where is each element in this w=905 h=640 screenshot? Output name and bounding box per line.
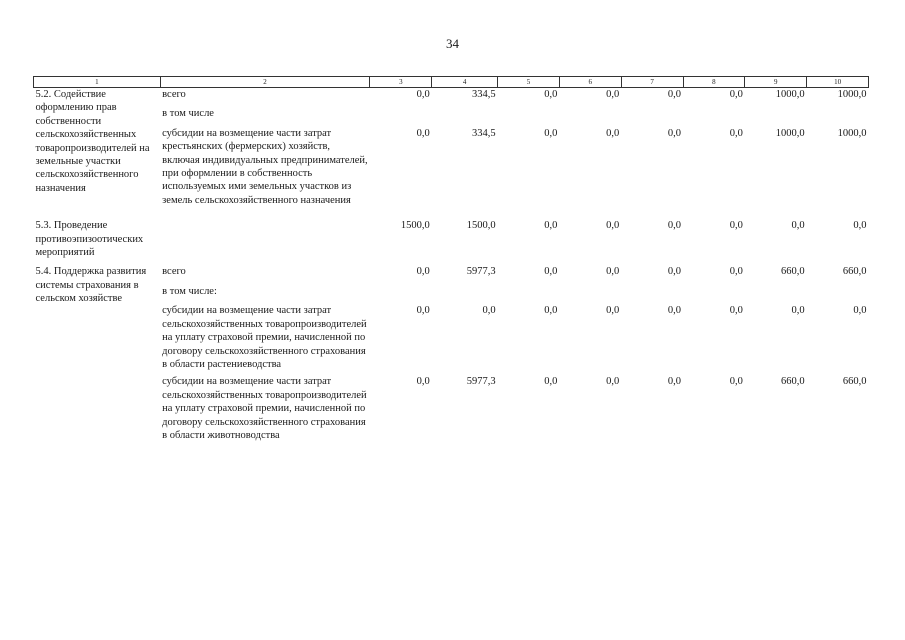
column-header: 2 — [160, 77, 370, 88]
column-header: 10 — [807, 77, 869, 88]
sub-label: всего — [162, 266, 186, 278]
value-cell: 0,0 — [667, 89, 682, 100]
value-cell: 0,0 — [482, 305, 496, 317]
value-cell: 0,0 — [416, 127, 430, 139]
value-cell: 334,5 — [471, 89, 496, 100]
column-header: 9 — [745, 77, 807, 88]
value-cell: 1000,0 — [837, 89, 867, 100]
value-cell: 660,0 — [781, 266, 805, 278]
budget-table — [33, 76, 869, 442]
sub-label: субсидии на возмещение части затрат сельскохозяйственных товаропроизводителей на уплату страховой премии, начисленной по договору сельскохозяйственного страхования в области животноводства — [162, 376, 367, 441]
value-cell: 5977,3 — [466, 376, 496, 388]
page-number: 34 — [446, 36, 459, 51]
value-cell: 0,0 — [667, 127, 682, 139]
table-row — [34, 88, 869, 102]
value-cell: 0,0 — [729, 89, 743, 100]
value-cell: 1000,0 — [837, 127, 867, 139]
value-cell: 0,0 — [416, 266, 430, 278]
value-cell: 0,0 — [606, 89, 620, 100]
value-cell: 0,0 — [544, 127, 558, 139]
value-cell: 5977,3 — [466, 266, 496, 278]
value-cell: 0,0 — [606, 220, 620, 232]
value-cell: 0,0 — [606, 127, 620, 139]
value-cell: 334,5 — [471, 127, 496, 139]
value-cell: 1000,0 — [775, 127, 805, 139]
value-cell: 0,0 — [729, 305, 743, 317]
value-cell: 0,0 — [544, 266, 558, 278]
sub-label: в том числе — [162, 108, 214, 120]
value-cell: 0,0 — [606, 305, 620, 317]
value-cell: 0,0 — [791, 220, 805, 232]
value-cell: 1500,0 — [400, 220, 430, 232]
value-cell: 0,0 — [544, 305, 558, 317]
table-row — [34, 219, 869, 259]
value-cell: 0,0 — [606, 376, 620, 388]
value-cell: 0,0 — [729, 376, 743, 388]
column-header: 3 — [370, 77, 432, 88]
measure-name: 5.3. Проведение противоэпизоотических мероприятий — [35, 220, 144, 259]
value-cell: 660,0 — [842, 376, 867, 388]
value-cell: 0,0 — [729, 127, 743, 139]
sub-label — [160, 219, 370, 259]
value-cell: 660,0 — [842, 266, 867, 278]
value-cell: 0,0 — [729, 220, 743, 232]
column-header: 4 — [432, 77, 498, 88]
table-row — [34, 265, 869, 278]
value-cell: 0,0 — [416, 305, 430, 317]
column-number-row — [34, 77, 869, 88]
column-header: 8 — [683, 77, 745, 88]
value-cell: 660,0 — [781, 376, 805, 388]
value-cell: 1500,0 — [466, 220, 496, 232]
sub-label: субсидии на возмещение части затрат сельскохозяйственных товаропроизводителей на уплату страховой премии, начисленной по договору сельскохозяйственного страхования в области растениеводства — [162, 305, 367, 370]
value-cell: 0,0 — [729, 266, 743, 278]
value-cell: 0,0 — [667, 376, 682, 388]
column-header: 5 — [498, 77, 560, 88]
sub-label: в том числе: — [162, 285, 217, 297]
value-cell: 1000,0 — [775, 89, 805, 100]
value-cell: 0,0 — [416, 376, 430, 388]
value-cell: 0,0 — [667, 305, 682, 317]
value-cell: 0,0 — [544, 89, 558, 100]
measure-name: 5.4. Поддержка развития системы страхования в сельском хозяйстве — [35, 266, 147, 305]
value-cell: 0,0 — [667, 266, 682, 278]
column-header: 7 — [621, 77, 683, 88]
value-cell: 0,0 — [544, 220, 558, 232]
column-header: 1 — [34, 77, 161, 88]
value-cell: 0,0 — [667, 220, 682, 232]
value-cell: 0,0 — [853, 305, 867, 317]
sub-label: субсидии на возмещение части затрат крестьянских (фермерских) хозяйств, включая индивидуальных предпринимателей, при оформлении в собственность используемых ими земельных участков из земель сельскохозяйственного назначения — [162, 127, 368, 206]
value-cell: 0,0 — [416, 89, 430, 100]
value-cell: 0,0 — [791, 305, 805, 317]
value-cell: 0,0 — [606, 266, 620, 278]
sub-label: всего — [162, 89, 186, 100]
column-header: 6 — [559, 77, 621, 88]
measure-name: 5.2. Содействие оформлению прав собственности сельскохозяйственных товаропроизводителей на земельные участки сельскохозяйственного назначения — [35, 89, 150, 194]
value-cell: 0,0 — [544, 376, 558, 388]
value-cell: 0,0 — [853, 220, 867, 232]
